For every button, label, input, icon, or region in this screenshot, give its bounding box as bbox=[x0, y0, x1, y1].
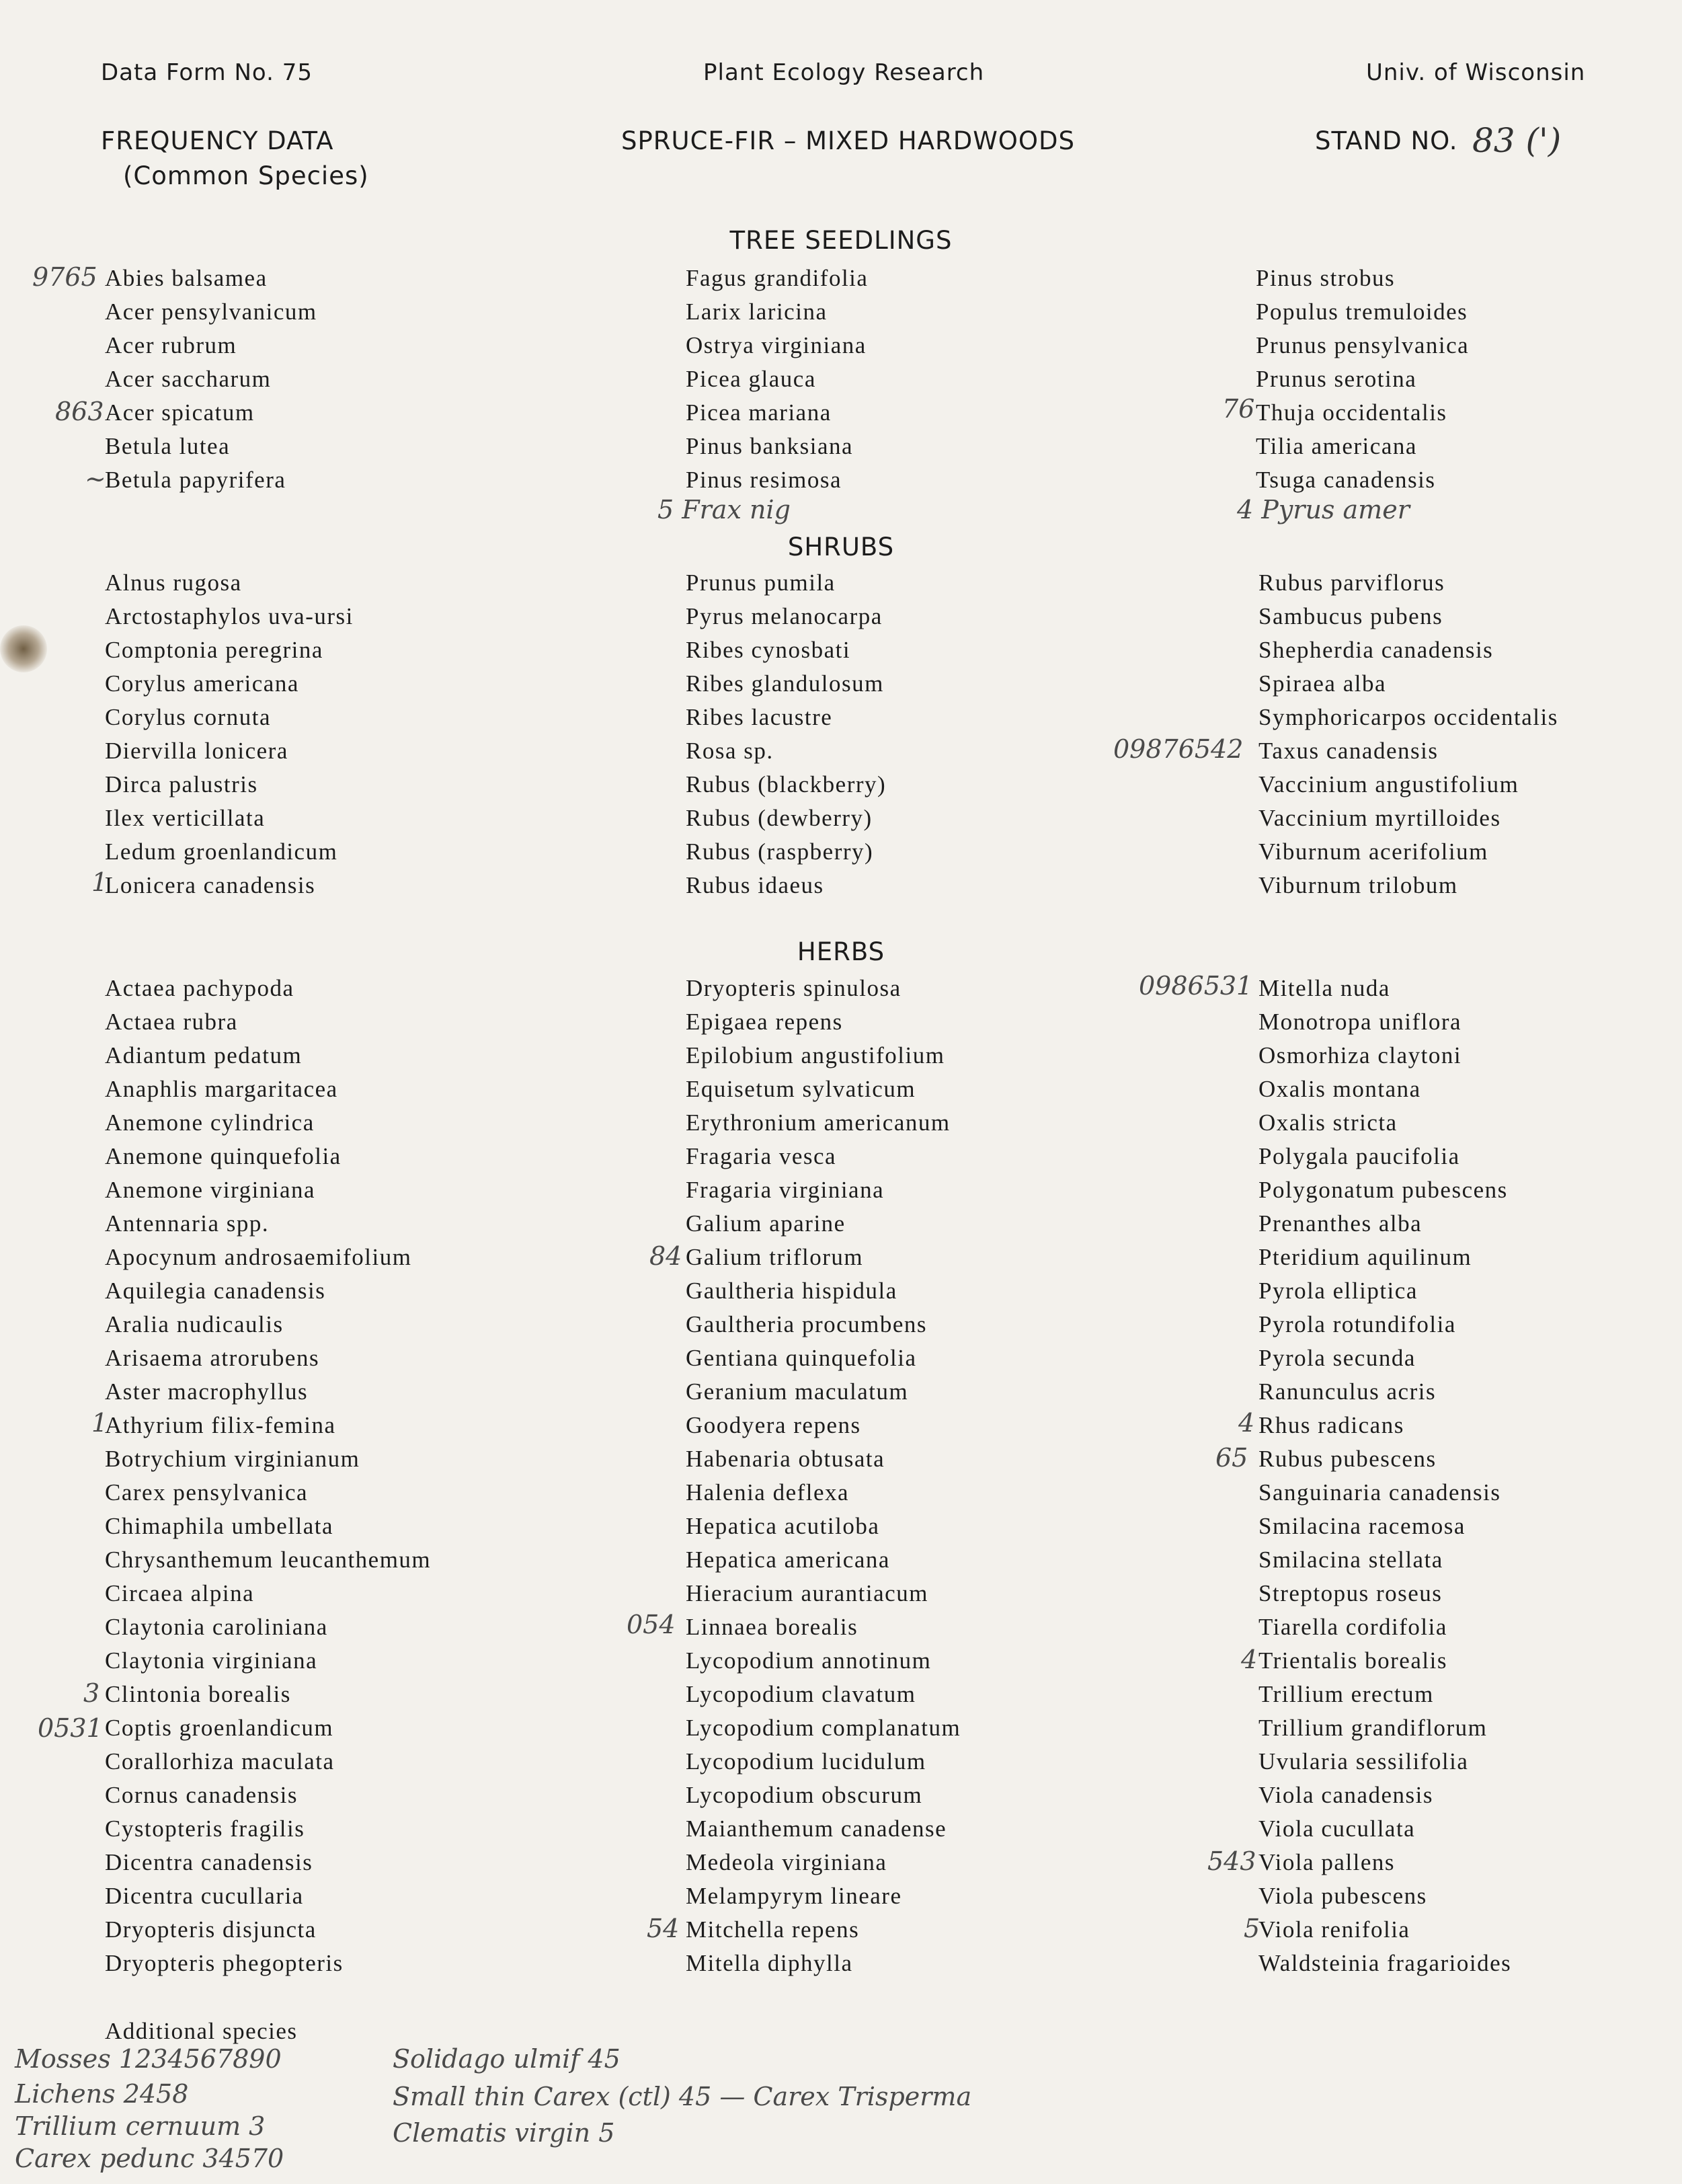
species-name: Gaultheria procumbens bbox=[686, 1311, 928, 1337]
species-name: Dryopteris spinulosa bbox=[686, 975, 902, 1001]
species-name: Trillium grandiflorum bbox=[1258, 1715, 1488, 1741]
additional-carex-pedunc: Carex pedunc 34570 bbox=[15, 2144, 284, 2173]
species-name: Fragaria vesca bbox=[686, 1143, 837, 1169]
species-name: Betula papyrifera bbox=[105, 467, 286, 493]
species-name: Erythronium americanum bbox=[686, 1109, 951, 1136]
species-name: Corylus cornuta bbox=[105, 704, 272, 730]
species-name: Ostrya virginiana bbox=[686, 332, 867, 358]
species-name: Aralia nudicaulis bbox=[105, 1311, 284, 1337]
shrubs-col2 bbox=[686, 566, 886, 902]
annotation-acer-spicatum: 863 bbox=[55, 397, 104, 426]
species-name: Viola canadensis bbox=[1258, 1782, 1434, 1808]
frequency-data-title: FREQUENCY DATA bbox=[101, 126, 334, 155]
species-name: Ribes glandulosum bbox=[686, 670, 884, 697]
section-tree-seedlings: TREE SEEDLINGS bbox=[729, 226, 953, 255]
additional-trillium: Trillium cernuum 3 bbox=[15, 2111, 266, 2141]
annotation-viola-pallens: 543 bbox=[1207, 1846, 1256, 1876]
shrubs-col3 bbox=[1258, 566, 1558, 902]
species-name: Cornus canadensis bbox=[105, 1782, 298, 1808]
annotation-trientalis: 4 bbox=[1241, 1645, 1258, 1674]
species-name: Pinus resimosa bbox=[686, 467, 842, 493]
species-name: Geranium maculatum bbox=[686, 1378, 909, 1405]
annotation-frax: 5 Frax nig bbox=[657, 495, 791, 524]
species-name: Ribes cynosbati bbox=[686, 637, 851, 663]
species-name: Dryopteris phegopteris bbox=[105, 1950, 344, 1976]
species-name: Actaea pachypoda bbox=[105, 975, 294, 1001]
species-name: Linnaea borealis bbox=[686, 1614, 858, 1640]
species-name: Corallorhiza maculata bbox=[105, 1748, 335, 1774]
species-name: Gaultheria hispidula bbox=[686, 1278, 897, 1304]
species-name: Dryopteris disjuncta bbox=[105, 1916, 317, 1943]
species-name: Galium aparine bbox=[686, 1210, 846, 1237]
annotation-thuja: 76 bbox=[1222, 394, 1255, 424]
species-name: Acer rubrum bbox=[105, 332, 237, 358]
species-name: Smilacina racemosa bbox=[1258, 1513, 1466, 1539]
species-name: Galium triflorum bbox=[686, 1244, 864, 1270]
species-name: Mitella nuda bbox=[1258, 975, 1390, 1001]
species-name: Maianthemum canadense bbox=[686, 1816, 947, 1842]
species-name: Ranunculus acris bbox=[1258, 1378, 1437, 1405]
forest-type-title: SPRUCE-FIR – MIXED HARDWOODS bbox=[621, 126, 1076, 155]
species-name: Taxus canadensis bbox=[1258, 738, 1439, 764]
species-name: Viburnum trilobum bbox=[1258, 872, 1458, 898]
species-name: Viburnum acerifolium bbox=[1258, 838, 1488, 865]
species-name: Polygonatum pubescens bbox=[1258, 1177, 1508, 1203]
species-name: Osmorhiza claytoni bbox=[1258, 1042, 1462, 1068]
species-name: Corylus americana bbox=[105, 670, 299, 697]
stain-mark bbox=[0, 625, 47, 672]
species-name: Picea mariana bbox=[686, 399, 832, 426]
annotation-rubus-pubescens: 65 bbox=[1215, 1443, 1248, 1473]
annotation-abies: 9765 bbox=[32, 262, 97, 292]
species-name: Dirca palustris bbox=[105, 771, 258, 797]
species-name: Streptopus roseus bbox=[1258, 1580, 1443, 1606]
species-name: Oxalis montana bbox=[1258, 1076, 1421, 1102]
additional-solidago: Solidago ulmif 45 bbox=[393, 2044, 620, 2074]
annotation-betula-papyrifera: ~ bbox=[85, 464, 106, 494]
species-name: Prunus serotina bbox=[1256, 366, 1417, 392]
species-name: Prunus pumila bbox=[686, 570, 836, 596]
herbs-col3 bbox=[1258, 972, 1511, 1980]
annotation-pyrus: 4 Pyrus amer bbox=[1237, 495, 1410, 524]
species-name: Lycopodium lucidulum bbox=[686, 1748, 926, 1774]
species-name: Cystopteris fragilis bbox=[105, 1816, 305, 1842]
species-name: Equisetum sylvaticum bbox=[686, 1076, 916, 1102]
tree-seedlings-col2 bbox=[686, 262, 868, 497]
species-name: Pinus banksiana bbox=[686, 433, 854, 459]
species-name: Diervilla lonicera bbox=[105, 738, 288, 764]
species-name: Lycopodium clavatum bbox=[686, 1681, 916, 1707]
species-name: Rosa sp. bbox=[686, 738, 774, 764]
species-name: Viola pubescens bbox=[1258, 1883, 1427, 1909]
species-name: Picea glauca bbox=[686, 366, 816, 392]
species-name: Dicentra cucullaria bbox=[105, 1883, 304, 1909]
species-name: Coptis groenlandicum bbox=[105, 1715, 334, 1741]
section-herbs: HERBS bbox=[797, 937, 885, 966]
species-name: Thuja occidentalis bbox=[1256, 399, 1447, 426]
species-name: Ribes lacustre bbox=[686, 704, 833, 730]
species-name: Spiraea alba bbox=[1258, 670, 1386, 697]
species-name: Anemone virginiana bbox=[105, 1177, 316, 1203]
herbs-col1 bbox=[105, 972, 431, 1980]
species-name: Rubus (blackberry) bbox=[686, 771, 887, 797]
section-shrubs: SHRUBS bbox=[787, 533, 895, 561]
species-name: Acer saccharum bbox=[105, 366, 272, 392]
species-name: Rubus (dewberry) bbox=[686, 805, 873, 831]
species-name: Mitella diphylla bbox=[686, 1950, 853, 1976]
species-name: Anaphlis margaritacea bbox=[105, 1076, 338, 1102]
species-name: Prenanthes alba bbox=[1258, 1210, 1423, 1237]
species-name: Populus tremuloides bbox=[1256, 299, 1468, 325]
species-name: Pyrus melanocarpa bbox=[686, 603, 883, 629]
annotation-linnaea: 054 bbox=[627, 1610, 676, 1639]
additional-mosses: Mosses 1234567890 bbox=[15, 2044, 282, 2074]
species-name: Chrysanthemum leucanthemum bbox=[105, 1547, 432, 1573]
species-name: Trientalis borealis bbox=[1258, 1647, 1447, 1674]
species-name: Lycopodium annotinum bbox=[686, 1647, 932, 1674]
species-name: Prunus pensylvanica bbox=[1256, 332, 1470, 358]
species-name: Adiantum pedatum bbox=[105, 1042, 303, 1068]
species-name: Epigaea repens bbox=[686, 1009, 843, 1035]
species-name: Pinus strobus bbox=[1256, 265, 1396, 291]
species-name: Aquilegia canadensis bbox=[105, 1278, 326, 1304]
species-name: Tiarella cordifolia bbox=[1258, 1614, 1447, 1640]
species-name: Oxalis stricta bbox=[1258, 1109, 1398, 1136]
species-name: Vaccinium angustifolium bbox=[1258, 771, 1519, 797]
species-name: Alnus rugosa bbox=[105, 570, 242, 596]
species-name: Rubus pubescens bbox=[1258, 1446, 1437, 1472]
annotation-athyrium: 1 bbox=[91, 1408, 108, 1438]
additional-carex: Small thin Carex (ctl) 45 — Carex Trisperma bbox=[393, 2082, 972, 2111]
species-name: Fagus grandifolia bbox=[686, 265, 869, 291]
species-name: Anemone quinquefolia bbox=[105, 1143, 342, 1169]
species-name: Chimaphila umbellata bbox=[105, 1513, 334, 1539]
species-name: Trillium erectum bbox=[1258, 1681, 1434, 1707]
annotation-taxus: 09876542 bbox=[1113, 734, 1244, 764]
additional-species-label: Additional species bbox=[105, 2018, 298, 2044]
annotation-clintonia: 3 bbox=[83, 1678, 100, 1708]
species-name: Polygala paucifolia bbox=[1258, 1143, 1460, 1169]
species-name: Viola renifolia bbox=[1258, 1916, 1410, 1943]
species-name: Lycopodium complanatum bbox=[686, 1715, 961, 1741]
species-name: Apocynum androsaemifolium bbox=[105, 1244, 412, 1270]
species-name: Rhus radicans bbox=[1258, 1412, 1404, 1438]
university: Univ. of Wisconsin bbox=[1366, 59, 1586, 86]
species-name: Goodyera repens bbox=[686, 1412, 861, 1438]
annotation-coptis: 0531 bbox=[38, 1713, 103, 1743]
tree-seedlings-col3 bbox=[1256, 262, 1469, 497]
species-name: Sambucus pubens bbox=[1258, 603, 1443, 629]
species-name: Tsuga canadensis bbox=[1256, 467, 1436, 493]
species-name: Arisaema atrorubens bbox=[105, 1345, 320, 1371]
species-name: Ilex verticillata bbox=[105, 805, 266, 831]
species-name: Vaccinium myrtilloides bbox=[1258, 805, 1501, 831]
species-name: Hepatica acutiloba bbox=[686, 1513, 880, 1539]
species-name: Waldsteinia fragarioides bbox=[1258, 1950, 1512, 1976]
species-name: Symphoricarpos occidentalis bbox=[1258, 704, 1558, 730]
herbs-col2 bbox=[686, 972, 961, 1980]
species-name: Hieracium aurantiacum bbox=[686, 1580, 928, 1606]
species-name: Circaea alpina bbox=[105, 1580, 255, 1606]
species-name: Melampyrym lineare bbox=[686, 1883, 902, 1909]
species-name: Fragaria virginiana bbox=[686, 1177, 885, 1203]
species-name: Lycopodium obscurum bbox=[686, 1782, 923, 1808]
species-name: Acer pensylvanicum bbox=[105, 299, 317, 325]
species-name: Monotropa uniflora bbox=[1258, 1009, 1462, 1035]
species-name: Larix laricina bbox=[686, 299, 828, 325]
species-name: Pyrola secunda bbox=[1258, 1345, 1416, 1371]
annotation-mitchella: 54 bbox=[647, 1914, 680, 1943]
species-name: Claytonia virginiana bbox=[105, 1647, 318, 1674]
annotation-viola-renifolia: 5 bbox=[1244, 1914, 1260, 1943]
additional-lichens: Lichens 2458 bbox=[15, 2079, 189, 2109]
stand-label: STAND NO. bbox=[1315, 126, 1458, 155]
species-name: Clintonia borealis bbox=[105, 1681, 291, 1707]
species-name: Rubus parviflorus bbox=[1258, 570, 1445, 596]
species-name: Medeola virginiana bbox=[686, 1849, 887, 1875]
species-name: Botrychium virginianum bbox=[105, 1446, 360, 1472]
species-name: Pyrola elliptica bbox=[1258, 1278, 1418, 1304]
additional-clematis: Clematis virgin 5 bbox=[393, 2118, 615, 2148]
species-name: Hepatica americana bbox=[686, 1547, 890, 1573]
species-name: Abies balsamea bbox=[105, 265, 268, 291]
species-name: Actaea rubra bbox=[105, 1009, 238, 1035]
tree-seedlings-col1 bbox=[105, 262, 317, 497]
species-name: Lonicera canadensis bbox=[105, 872, 316, 898]
species-name: Arctostaphylos uva-ursi bbox=[105, 603, 354, 629]
species-name: Acer spicatum bbox=[105, 399, 255, 426]
annotation-rhus: 4 bbox=[1238, 1408, 1255, 1438]
species-name: Habenaria obtusata bbox=[686, 1446, 885, 1472]
species-name: Carex pensylvanica bbox=[105, 1479, 309, 1506]
species-name: Pteridium aquilinum bbox=[1258, 1244, 1472, 1270]
species-name: Gentiana quinquefolia bbox=[686, 1345, 917, 1371]
species-name: Uvularia sessilifolia bbox=[1258, 1748, 1469, 1774]
species-name: Claytonia caroliniana bbox=[105, 1614, 328, 1640]
form-number: Data Form No. 75 bbox=[101, 59, 313, 86]
species-name: Viola cucullata bbox=[1258, 1816, 1416, 1842]
species-name: Mitchella repens bbox=[686, 1916, 860, 1943]
species-name: Aster macrophyllus bbox=[105, 1378, 309, 1405]
species-name: Rubus idaeus bbox=[686, 872, 824, 898]
species-name: Antennaria spp. bbox=[105, 1210, 270, 1237]
species-name: Sanguinaria canadensis bbox=[1258, 1479, 1501, 1506]
common-species-subtitle: (Common Species) bbox=[123, 161, 369, 190]
species-name: Rubus (raspberry) bbox=[686, 838, 874, 865]
species-name: Betula lutea bbox=[105, 433, 231, 459]
species-name: Shepherdia canadensis bbox=[1258, 637, 1494, 663]
species-name: Epilobium angustifolium bbox=[686, 1042, 945, 1068]
annotation-mitella-nuda: 0986531 bbox=[1139, 971, 1253, 1001]
species-name: Smilacina stellata bbox=[1258, 1547, 1443, 1573]
species-name: Anemone cylindrica bbox=[105, 1109, 315, 1136]
species-name: Halenia deflexa bbox=[686, 1479, 850, 1506]
annotation-lonicera: 1 bbox=[91, 867, 108, 897]
stand-number: 83 (') bbox=[1472, 121, 1562, 160]
species-name: Dicentra canadensis bbox=[105, 1849, 313, 1875]
species-name: Ledum groenlandicum bbox=[105, 838, 338, 865]
species-name: Viola pallens bbox=[1258, 1849, 1396, 1875]
species-name: Tilia americana bbox=[1256, 433, 1417, 459]
species-name: Comptonia peregrina bbox=[105, 637, 323, 663]
annotation-galium-triflorum: 84 bbox=[649, 1241, 682, 1271]
species-name: Pyrola rotundifolia bbox=[1258, 1311, 1456, 1337]
shrubs-col1 bbox=[105, 566, 354, 902]
research-title: Plant Ecology Research bbox=[703, 59, 985, 86]
species-name: Athyrium filix-femina bbox=[105, 1412, 336, 1438]
